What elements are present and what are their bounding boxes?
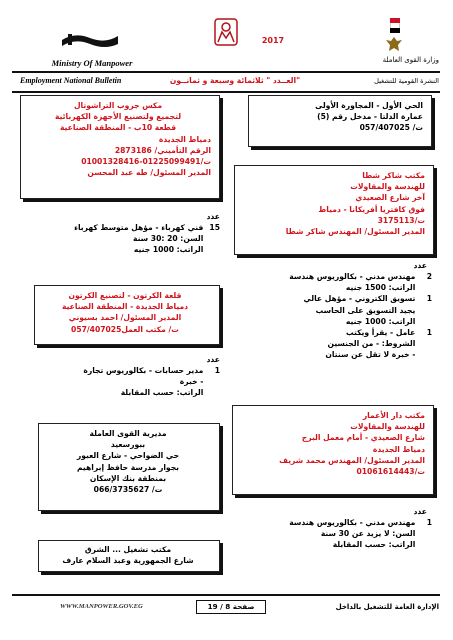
- company-line: قطعة 10ب - المنطقة الصناعية: [59, 123, 177, 133]
- job-row: - خبرة لا تقل عن سنتان: [325, 350, 416, 360]
- office-line: شارع الجمهورية وعبد السلام عارف: [62, 556, 194, 566]
- page-number: صفحة 8 / 19: [196, 600, 266, 614]
- job-row: الراتب: حسب المقابلة: [120, 388, 204, 398]
- company-line: فوق كافتريا أفريكانا - دمياط: [318, 204, 425, 214]
- company-line: دمياط الجديدة - المنطقة الصناعية: [61, 302, 189, 312]
- admin-footer-label: الإدارة العامة للتشغيل بالداخل: [335, 603, 439, 611]
- job-row: الراتب: 1500 جنيه: [345, 283, 416, 293]
- job-row: الشروط: - من الجنسين: [327, 339, 416, 349]
- job-row: 15 فني كهرباء - مؤهل متوسط كهرباء: [74, 223, 220, 232]
- company-line: دمياط الجديدة: [158, 134, 211, 144]
- company-line: آخر شارع الصعيدي: [355, 193, 425, 203]
- ministry-ar-title: وزارة القوى العاملة: [382, 56, 439, 64]
- phone-line: ت/ 066/3735627: [93, 485, 163, 495]
- address-box-east-office: [38, 540, 220, 572]
- phone-line: ت/ مكتب العمل057/407025: [71, 324, 179, 334]
- company-line: لتجميع ولتصنيع الأجهزة الكهربائية: [54, 112, 182, 122]
- bulletin-ar-title: النشرة القومية للتشغيل: [374, 77, 439, 85]
- company-line: دمياط الجديدة: [372, 444, 425, 454]
- manager-line: المدير المسئول/ المهندس محمد شريف: [279, 455, 425, 465]
- address-line: عمارة الدلتا - مدخل رقم (5): [317, 112, 423, 122]
- company-box-mix-group: [20, 95, 220, 199]
- jobs-list-shaker: [232, 271, 432, 361]
- website-link[interactable]: WWW.MANPOWER.GOV.EG: [60, 603, 143, 610]
- manager-line: المدير المسئول/ احمد بسيوني: [68, 313, 182, 323]
- office-line: بمنطقة بنك الإسكان: [89, 473, 167, 483]
- office-line: بجوار مدرسة حافظ إبراهيم: [76, 462, 180, 472]
- bulletin-en-title: Employment National Bulletin: [20, 76, 122, 85]
- job-row: الراتب: 1000 جنيه: [133, 245, 204, 255]
- issue-number: العــدد " ثلاثمائة وسبعة و ثمانــون": [169, 76, 301, 85]
- ministry-logo-icon: [60, 30, 120, 50]
- jobs-count-header: عدد: [206, 212, 220, 221]
- company-box-dar-alaamar: [232, 405, 434, 495]
- company-name: مكتب شاكر شطا: [362, 171, 425, 180]
- company-name: مكتب دار الأعمار: [362, 411, 425, 420]
- egypt-flag-icon: [390, 18, 400, 34]
- job-row: 1 عامل - يقرأ ويكتب: [345, 328, 432, 338]
- company-box-shaker-shata: [234, 165, 434, 255]
- insurance-line: الرقم التأميني/ 2873186: [114, 145, 211, 155]
- company-box-carton-castle: [34, 285, 220, 345]
- company-line: للهندسة والمقاولات: [350, 422, 425, 432]
- job-row: الراتب: حسب المقابلة: [332, 540, 416, 550]
- job-row: يجيد التسويق على الحاسب: [315, 305, 416, 315]
- page-header: [0, 0, 453, 100]
- office-line: حي الضواحي - شارع العبور: [76, 451, 180, 461]
- header-divider-bottom: [12, 91, 440, 93]
- header-divider-top: [12, 71, 440, 73]
- company-line: للهندسة والمقاولات: [350, 182, 425, 192]
- company-name: قلعة الكرتون - لتصنيع الكرتون: [68, 291, 182, 300]
- address-line: الحي الأول - المجاورة الأولى: [315, 101, 423, 110]
- job-row: السن: 20 :30 سنة: [132, 234, 204, 244]
- phone-line: ت/ 057/407025: [359, 123, 423, 133]
- manager-line: المدير المسئول/ طه عبد المحسن: [87, 168, 211, 178]
- company-name: مكس جروب التراشوتال: [73, 101, 163, 110]
- company-line: شارع الصعيدي - أمام معمل البرج: [301, 433, 425, 443]
- jobs-list-dar-alaamar: [232, 517, 432, 551]
- year-label: 2017: [261, 36, 285, 45]
- jobs-list-mix-group: [20, 222, 220, 256]
- job-row: - خبرة: [179, 377, 204, 387]
- office-name: مديرية القوى العاملة: [89, 429, 167, 438]
- ministry-en-title: Ministry Of Manpower: [51, 58, 133, 68]
- address-box-delta: [248, 95, 432, 147]
- bulletin-logo-icon: [212, 16, 240, 50]
- address-box-port-said: [38, 423, 220, 511]
- office-line: ببورسعيد: [110, 440, 146, 450]
- job-row: 1 تسويق الكتروني - مؤهل عالي: [303, 294, 432, 304]
- job-row: السن: لا يزيد عن 30 سنة: [320, 529, 416, 539]
- job-row: الراتب: 1000 جنيه: [345, 316, 416, 326]
- jobs-count-header: عدد: [206, 355, 220, 364]
- job-row: 1 مهندس مدني - بكالوريوس هندسة: [289, 518, 432, 527]
- manager-line: المدير المسئول/ المهندس شاكر شطا: [285, 227, 425, 237]
- office-name: مكتب تشغيل ... الشرق: [84, 545, 172, 554]
- job-row: 2 مهندس مدني - بكالوريوس هندسة: [289, 272, 432, 281]
- footer-divider: [12, 594, 440, 596]
- phone-line: ت/01225099491-01001328416: [81, 157, 211, 167]
- jobs-count-header: عدد: [413, 507, 427, 516]
- jobs-count-header: عدد: [413, 261, 427, 270]
- phone-line: ت/01061614443: [356, 467, 425, 477]
- phone-line: ت/3175113: [377, 215, 425, 225]
- eagle-emblem-icon: [385, 36, 403, 52]
- jobs-list-carton-castle: [20, 365, 220, 399]
- job-row: 1 مدير حسابات - بكالوريوس تجارة: [83, 366, 220, 375]
